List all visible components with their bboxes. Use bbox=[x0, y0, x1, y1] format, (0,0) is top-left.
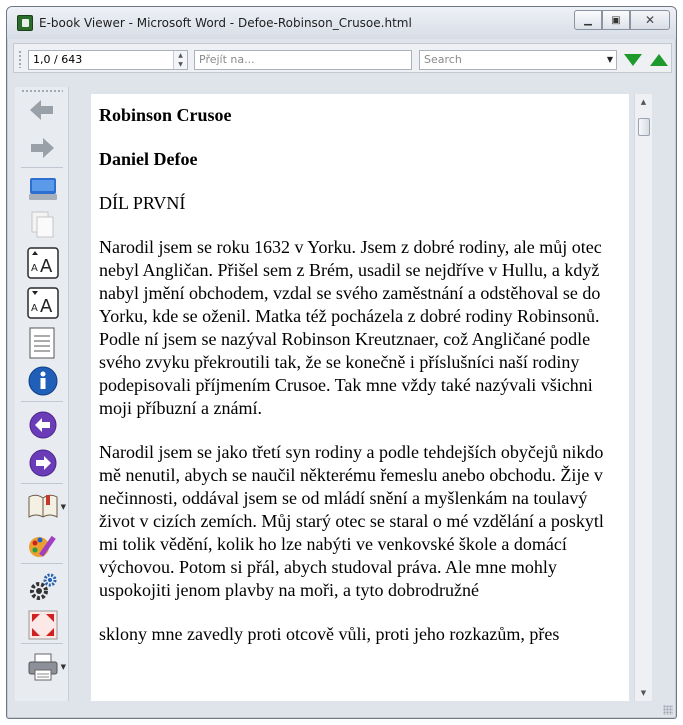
paragraph: sklony mne zavedly proti otcově vůli, proti jeho rozkazům, přes bbox=[99, 624, 560, 644]
app-book-icon bbox=[17, 15, 33, 31]
ebook-viewer-window bbox=[6, 6, 677, 719]
sidebar-separator bbox=[21, 563, 63, 564]
copy-button[interactable] bbox=[15, 207, 69, 241]
reference-mode-icon bbox=[27, 529, 59, 561]
sidebar-separator bbox=[21, 483, 63, 484]
spin-down-icon[interactable]: ▼ bbox=[178, 61, 183, 68]
search-combobox[interactable] bbox=[419, 50, 617, 70]
part-heading: DÍL PRVNÍ bbox=[99, 193, 186, 213]
svg-text:A: A bbox=[31, 263, 38, 274]
bookmarks-icon bbox=[27, 491, 59, 521]
window-controls bbox=[574, 10, 670, 32]
print-icon bbox=[27, 651, 59, 683]
reference-mode-button[interactable] bbox=[15, 527, 69, 561]
previous-page-icon bbox=[27, 409, 59, 441]
preferences-button[interactable] bbox=[15, 569, 69, 603]
sidebar-separator bbox=[21, 643, 63, 644]
position-spinner[interactable] bbox=[173, 51, 187, 69]
fullscreen-button[interactable] bbox=[15, 607, 69, 641]
next-page-icon bbox=[27, 447, 59, 479]
copy-icon bbox=[27, 209, 57, 239]
bookmarks-dropdown-icon[interactable]: ▼ bbox=[60, 503, 66, 511]
open-book-button[interactable] bbox=[15, 171, 69, 205]
top-toolbar bbox=[13, 43, 672, 73]
toc-icon bbox=[27, 327, 57, 359]
back-icon bbox=[27, 95, 57, 125]
svg-text:A: A bbox=[40, 296, 53, 317]
find-previous-icon[interactable] bbox=[650, 54, 668, 66]
search-dropdown-icon[interactable]: ▼ bbox=[606, 55, 613, 64]
close-button[interactable]: ✕ bbox=[630, 10, 670, 30]
forward-icon bbox=[27, 133, 57, 163]
scroll-down-icon[interactable]: ▼ bbox=[640, 689, 647, 697]
next-page-button[interactable] bbox=[15, 445, 69, 479]
resize-grip[interactable] bbox=[663, 705, 673, 715]
book-title: Robinson Crusoe bbox=[99, 105, 232, 125]
search-placeholder: Search bbox=[424, 53, 462, 66]
find-next-icon[interactable] bbox=[624, 54, 642, 66]
sidebar-separator bbox=[21, 401, 63, 402]
forward-button[interactable] bbox=[15, 131, 69, 165]
toolbar-grip[interactable] bbox=[18, 50, 22, 68]
font-smaller-button[interactable] bbox=[15, 285, 69, 319]
font-larger-button[interactable] bbox=[15, 245, 69, 279]
position-value: 1,0 / 643 bbox=[33, 53, 83, 66]
fullscreen-icon bbox=[27, 609, 59, 641]
position-spinbox[interactable] bbox=[28, 50, 188, 70]
paragraph: Narodil jsem se jako třetí syn rodiny a podle tehdejších obyčejů nikdo mě nenutil, abych se naučil některému řemeslu anebo obchodu. Žije v nečinnosti, oddával jsem se od mládí snění a myšlenkám na toulavý život v cizích zemích. Můj starý otec se staral o mé vzdělání a poskytl mi tolik vědění, kolik ho lze nabýti ve venkovské škole a domácí výchovou. Potom si přál, abych studoval práva. Ale mne mohly uspokojiti jenom plavby na moři, a tyto dobrodružné bbox=[99, 442, 604, 600]
font-larger-icon bbox=[27, 247, 59, 279]
svg-text:A: A bbox=[31, 303, 38, 314]
book-author: Daniel Defoe bbox=[99, 149, 198, 169]
left-toolbar bbox=[15, 87, 69, 701]
title-bar[interactable] bbox=[7, 7, 676, 39]
toc-button[interactable] bbox=[15, 325, 69, 359]
previous-page-button[interactable] bbox=[15, 407, 69, 441]
maximize-button[interactable]: ▣ bbox=[602, 10, 630, 30]
svg-text:A: A bbox=[40, 256, 53, 277]
font-smaller-icon bbox=[27, 287, 59, 319]
back-button[interactable] bbox=[15, 93, 69, 127]
preferences-icon bbox=[27, 571, 59, 603]
scroll-up-icon[interactable]: ▲ bbox=[640, 98, 647, 106]
print-dropdown-icon[interactable]: ▼ bbox=[60, 663, 66, 671]
print-button[interactable] bbox=[15, 649, 69, 683]
spin-up-icon[interactable]: ▲ bbox=[178, 52, 183, 59]
metadata-button[interactable] bbox=[15, 363, 69, 397]
vertical-scrollbar[interactable] bbox=[634, 94, 652, 701]
goto-input[interactable]: Přejít na... bbox=[194, 50, 412, 70]
open-book-icon bbox=[27, 173, 59, 205]
sidebar-separator bbox=[21, 167, 63, 168]
scroll-thumb[interactable] bbox=[638, 118, 650, 136]
book-content-view[interactable] bbox=[91, 94, 629, 701]
paragraph: Narodil jsem se roku 1632 v Yorku. Jsem z dobré rodiny, ale můj otec nebyl Angličan. Přišel sem z Brém, usadil se nejdříve v Hullu, a když nabyl jmění obchodem, vzdal se svého zaměstnání a odstěhoval se do Yorku, kde se oženil. Matka též pocházela z dobré rodiny Robinsonů. Podle ní jsem se nazýval Robinson Kreutznaer, což Angličané podle svého zvyku překroutili tak, že se konečně i příslušníci naší rodiny podepisovali příjmením Crusoe. Tak mne vždy také nazývali všichni moji příbuzní a známí. bbox=[99, 237, 602, 418]
window-title: E-book Viewer - Microsoft Word - Defoe-Robinson_Crusoe.html bbox=[39, 16, 412, 30]
bookmarks-button[interactable] bbox=[15, 489, 69, 523]
info-icon bbox=[27, 365, 59, 397]
minimize-button[interactable]: ▁ bbox=[574, 10, 602, 30]
